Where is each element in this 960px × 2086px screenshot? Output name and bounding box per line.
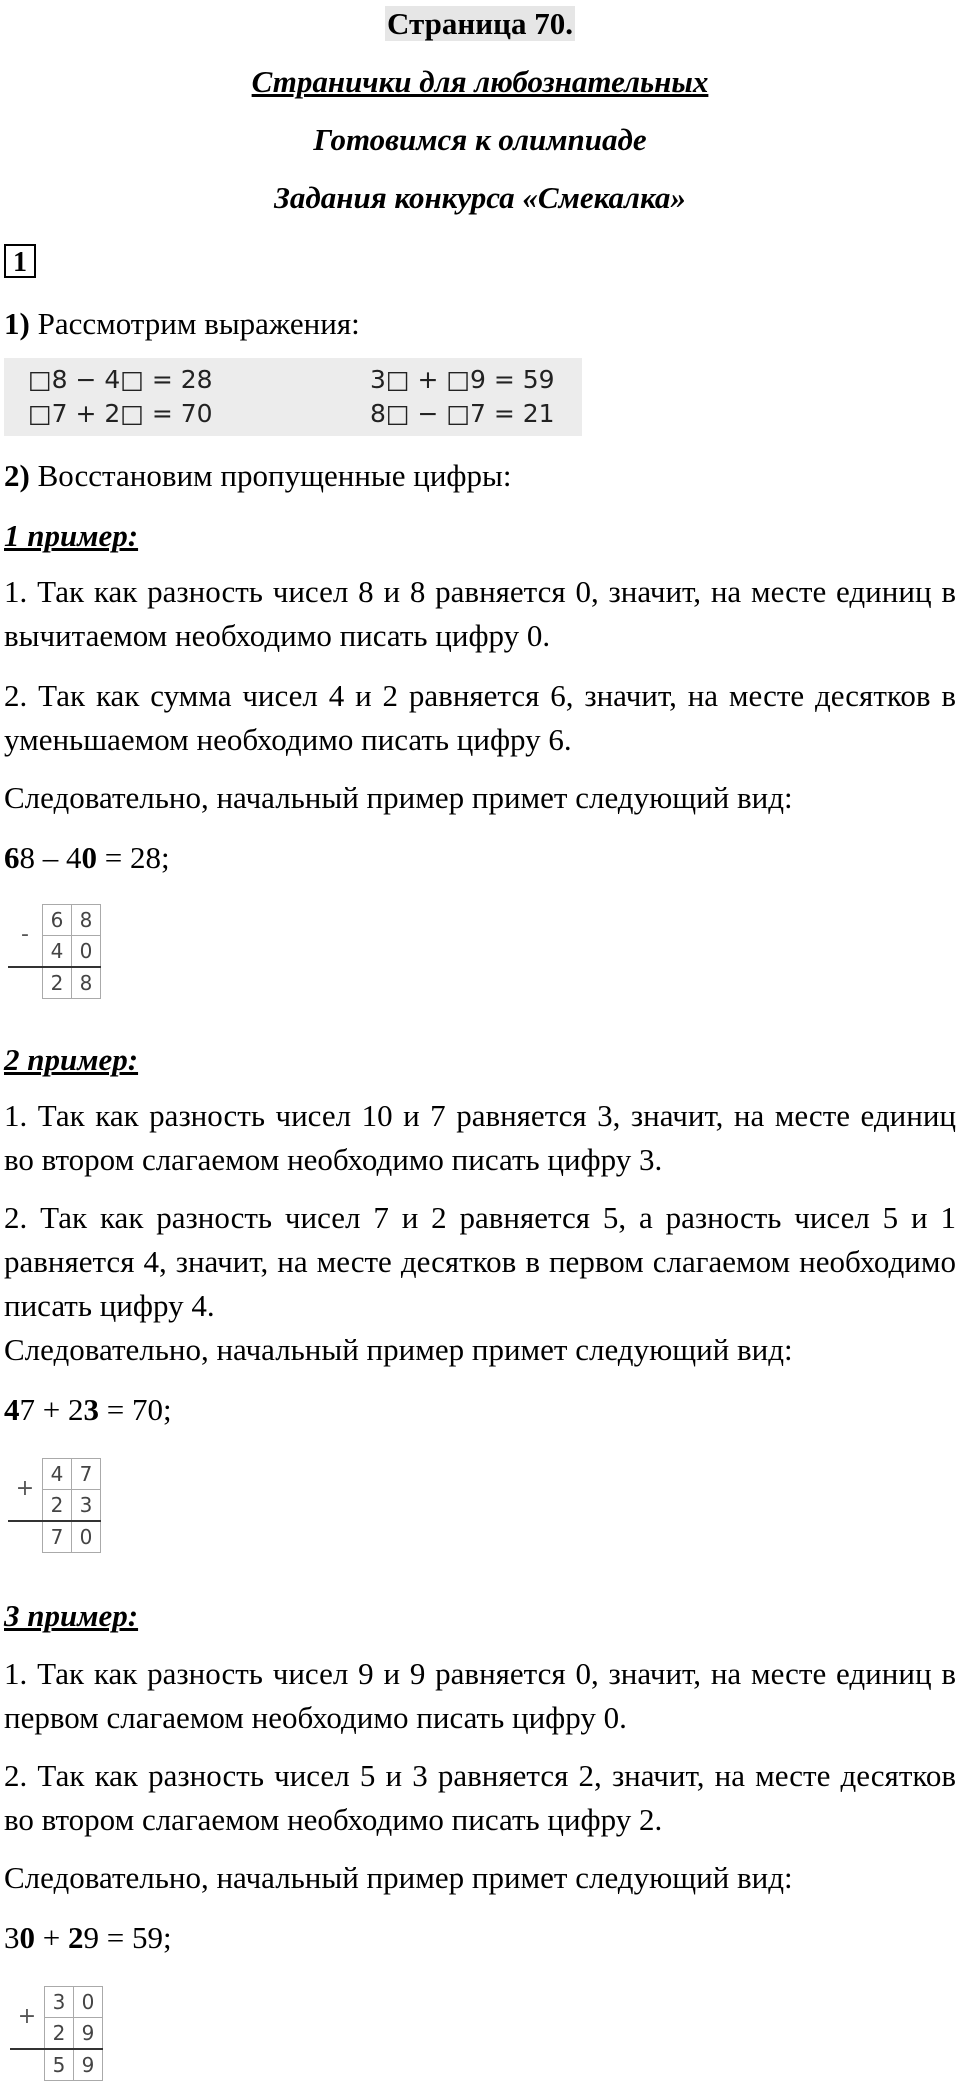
example-2-restored-digit-1: 4	[4, 1392, 20, 1427]
column-digit: 0	[72, 936, 101, 968]
step-2-text: Восстановим пропущенные цифры:	[29, 458, 512, 493]
example-1-restored-digit-2: 0	[81, 840, 97, 875]
column-digit: 3	[72, 1490, 101, 1522]
example-3-result-start: 3	[4, 1920, 20, 1955]
column-digit: 2	[43, 967, 72, 999]
example-2-restored-digit-2: 3	[83, 1392, 99, 1427]
page-title-text: Страница 70.	[387, 6, 573, 41]
expression-left-2: □7 + 2□ = 70	[28, 399, 213, 428]
column-operator: +	[15, 1476, 35, 1502]
example-2-conclusion: Следовательно, начальный пример примет следующий вид:	[4, 1332, 793, 1367]
page-title	[0, 4, 960, 44]
example-2-heading: 2 пример:	[4, 1042, 139, 1077]
example-3-point-2: 2. Так как разность чисел 5 и 3 равняется 2, значит, на месте десятков во втором слагаемом необходимо писать цифру 2.	[4, 1758, 956, 1837]
column-digit: 4	[43, 936, 72, 968]
example-2-result-part: 7 + 2	[19, 1392, 84, 1427]
example-1-restored-digit-1: 6	[4, 840, 20, 875]
column-digit: 8	[72, 905, 101, 936]
task-number-box: 1	[4, 244, 36, 278]
example-1-conclusion: Следовательно, начальный пример примет следующий вид:	[4, 780, 793, 815]
step-1-text: Рассмотрим выражения:	[29, 306, 360, 341]
column-digit: 7	[72, 1459, 101, 1490]
example-3-point-1: 1. Так как разность чисел 9 и 9 равняется 0, значит, на месте единиц в первом слагаемом необходимо писать цифру 0.	[4, 1656, 956, 1735]
example-3-conclusion: Следовательно, начальный пример примет следующий вид:	[4, 1860, 793, 1895]
column-digit: 7	[43, 1521, 72, 1553]
example-1-column-calc	[8, 904, 101, 999]
step-2	[4, 454, 956, 498]
example-3-restored-digit-2: 2	[67, 1920, 84, 1955]
column-digit: 5	[45, 2049, 74, 2081]
step-1	[4, 302, 956, 346]
example-1-result	[4, 836, 956, 880]
example-2-result-end: = 70;	[98, 1392, 172, 1427]
expressions-image	[4, 358, 582, 436]
expression-right-1: 3□ + □9 = 59	[370, 365, 555, 394]
section-title: Странички для любознательных	[251, 64, 709, 99]
column-digit: 4	[43, 1459, 72, 1490]
expression-left-1: □8 − 4□ = 28	[28, 365, 213, 394]
column-operator: +	[17, 2004, 37, 2030]
column-operator: -	[21, 922, 29, 948]
step-2-number: 2)	[4, 458, 30, 493]
example-3-result-operator: +	[35, 1920, 68, 1955]
example-1-result-part: 8 – 4	[19, 840, 82, 875]
example-2-column-calc	[8, 1458, 101, 1553]
example-2-result	[4, 1388, 956, 1432]
column-digit: 6	[43, 905, 72, 936]
column-digit: 0	[72, 1521, 101, 1553]
column-digit: 2	[43, 1490, 72, 1522]
expression-right-2: 8□ − □7 = 21	[370, 399, 555, 428]
example-2-point-1: 1. Так как разность чисел 10 и 7 равняется 3, значит, на месте единиц во втором слагаемом необходимо писать цифру 3.	[4, 1098, 956, 1177]
column-digit: 9	[74, 2049, 103, 2081]
step-1-number: 1)	[4, 306, 30, 341]
example-3-result	[4, 1916, 956, 1960]
example-3-column-calc	[10, 1986, 103, 2081]
example-1-point-2: 2. Так как сумма чисел 4 и 2 равняется 6, значит, на месте десятков в уменьшаемом необходимо писать цифру 6.	[4, 678, 956, 757]
olympiad-subtitle: Готовимся к олимпиаде	[313, 122, 647, 157]
example-1-result-end: = 28;	[97, 840, 170, 875]
column-digit: 9	[74, 2018, 103, 2050]
column-digit: 2	[45, 2018, 74, 2050]
example-3-heading: 3 пример:	[4, 1598, 139, 1633]
column-digit: 0	[74, 1987, 103, 2018]
example-2-point-2: 2. Так как разность чисел 7 и 2 равняется 5, а разность чисел 5 и 1 равняется 4, значит, на месте десятков в первом слагаемом необходимо писать цифру 4.	[4, 1200, 956, 1323]
contest-title: Задания конкурса «Смекалка»	[274, 180, 686, 215]
example-3-result-end: 9 = 59;	[83, 1920, 172, 1955]
column-digit: 3	[45, 1987, 74, 2018]
example-3-restored-digit-1: 0	[19, 1920, 35, 1955]
column-digit: 8	[72, 967, 101, 999]
example-1-heading: 1 пример:	[4, 518, 139, 553]
example-1-point-1: 1. Так как разность чисел 8 и 8 равняется 0, значит, на месте единиц в вычитаемом необходимо писать цифру 0.	[4, 574, 956, 653]
